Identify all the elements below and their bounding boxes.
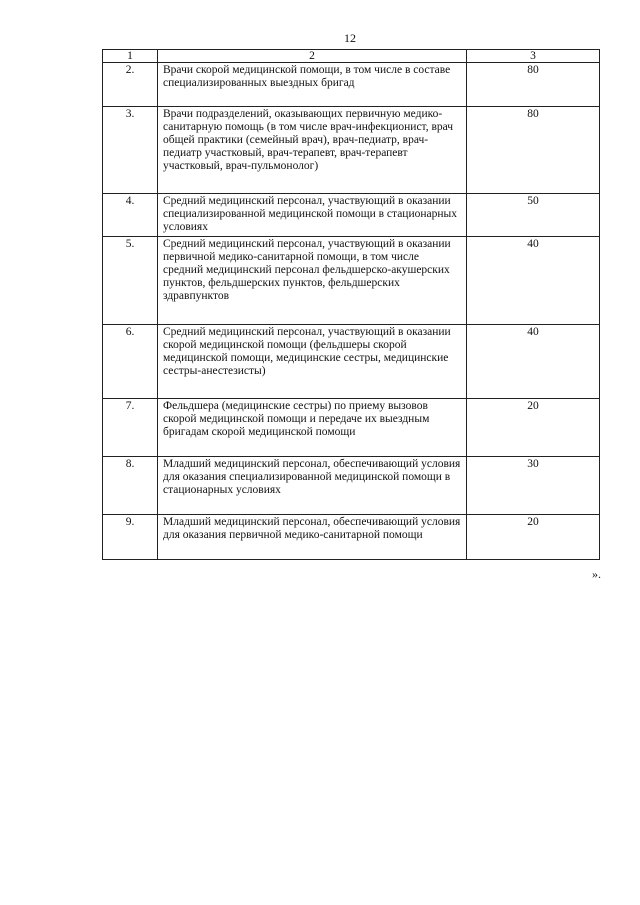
row-description: Средний медицинский персонал, участвующий в оказании первичной медико-санитарной помощи, в том числе средний медицинский персонал фельдшерско-акушерских пунктов, фельдшерских пунктов, фельдшерских здравпунктов: [158, 237, 467, 325]
row-value: 50: [467, 194, 600, 237]
row-number: 9.: [103, 515, 158, 560]
row-value: 80: [467, 63, 600, 107]
row-description: Фельдшера (медицинские сестры) по приему вызовов скорой медицинской помощи и передаче их выездным бригадам скорой медицинской помощи: [158, 399, 467, 457]
row-number: 6.: [103, 325, 158, 399]
row-number: 7.: [103, 399, 158, 457]
row-description: Младший медицинский персонал, обеспечивающий условия для оказания первичной медико-санитарной помощи: [158, 515, 467, 560]
row-value: 30: [467, 457, 600, 515]
table-row: [103, 63, 600, 107]
row-number: 8.: [103, 457, 158, 515]
column-header: 3: [467, 50, 600, 63]
row-description: Врачи подразделений, оказывающих первичную медико-санитарную помощь (в том числе врач-инфекционист, врач общей практики (семейный врач), врач-педиатр, врач-педиатр участковый, врач-терапевт, врач-терапевт участковый, врач-пульмонолог): [158, 107, 467, 194]
row-description: Средний медицинский персонал, участвующий в оказании скорой медицинской помощи (фельдшеры скорой медицинской помощи, медицинские сестры, медицинские сестры-анестезисты): [158, 325, 467, 399]
page-number: 12: [344, 31, 356, 45]
row-value: 40: [467, 325, 600, 399]
table-row: [103, 237, 600, 325]
table-row: [103, 194, 600, 237]
row-description: Врачи скорой медицинской помощи, в том числе в составе специализированных выездных бригад: [158, 63, 467, 107]
row-description: Средний медицинский персонал, участвующий в оказании специализированной медицинской помощи в стационарных условиях: [158, 194, 467, 237]
document-table: [102, 49, 600, 560]
table-header-row: [103, 50, 600, 63]
row-description: Младший медицинский персонал, обеспечивающий условия для оказания специализированной медицинской помощи в стационарных условиях: [158, 457, 467, 515]
column-header: 2: [158, 50, 467, 63]
row-number: 4.: [103, 194, 158, 237]
row-number: 2.: [103, 63, 158, 107]
row-number: 5.: [103, 237, 158, 325]
closing-quote-mark: ».: [592, 567, 601, 581]
table-row: [103, 399, 600, 457]
table-row: [103, 325, 600, 399]
table-row: [103, 107, 600, 194]
column-header: 1: [103, 50, 158, 63]
row-value: 20: [467, 399, 600, 457]
row-value: 80: [467, 107, 600, 194]
table-row: [103, 457, 600, 515]
row-number: 3.: [103, 107, 158, 194]
row-value: 20: [467, 515, 600, 560]
row-value: 40: [467, 237, 600, 325]
table-row: [103, 515, 600, 560]
